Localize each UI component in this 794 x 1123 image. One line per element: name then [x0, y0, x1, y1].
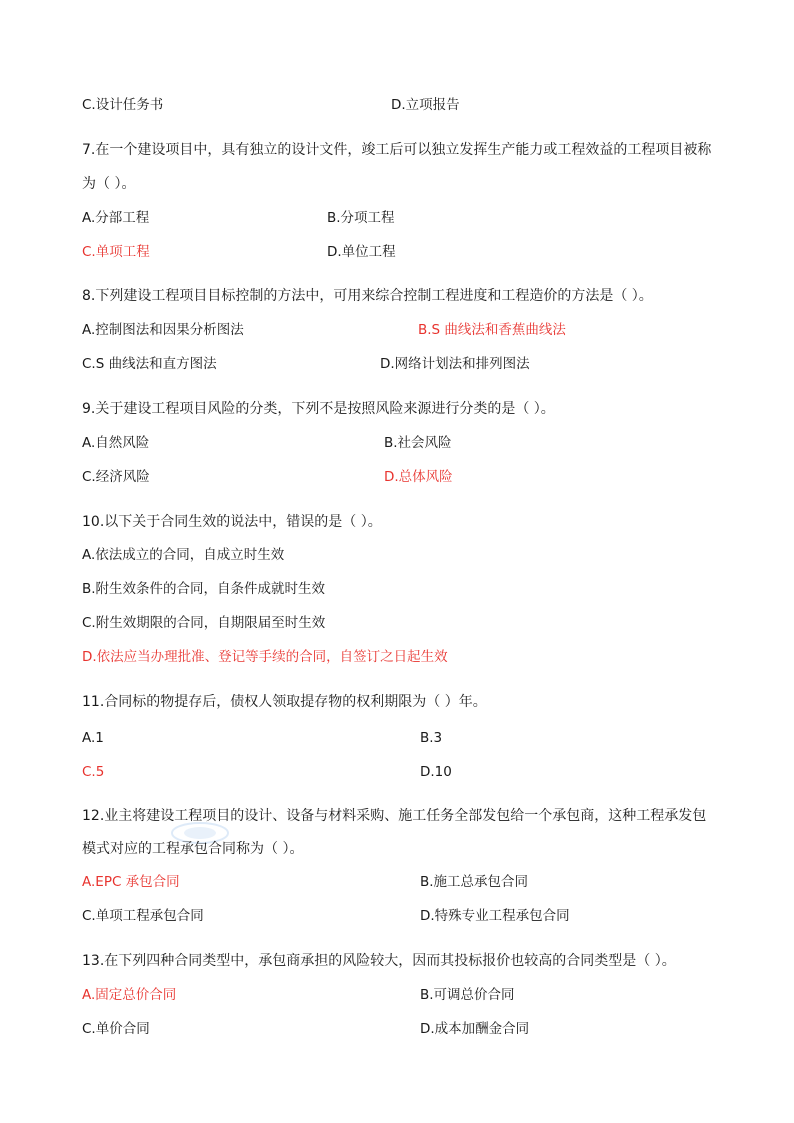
- option-c: C.单项工程承包合同: [82, 908, 204, 924]
- option-a: A.控制图法和因果分析图法: [82, 322, 244, 338]
- question-12-text: 12.业主将建设工程项目的设计、设备与材料采购、施工任务全部发包给一个承包商，这种工程承发包: [82, 808, 707, 824]
- option-a: A.1: [82, 730, 104, 746]
- question-11-text: 11.合同标的物提存后，债权人领取提存物的权利期限为（ ）年。: [82, 694, 487, 710]
- option-c: C.设计任务书: [82, 97, 164, 113]
- question-8-text: 8.下列建设工程项目目标控制的方法中，可用来综合控制工程进度和工程造价的方法是（ ）。: [82, 288, 653, 304]
- option-b-answer: B.S 曲线法和香蕉曲线法: [418, 322, 566, 338]
- option-b: B.3: [420, 730, 443, 746]
- option-d: D.立项报告: [391, 97, 460, 113]
- question-12-text-cont: 模式对应的工程承包合同称为（ ）。: [82, 841, 304, 857]
- question-13-text: 13.在下列四种合同类型中，承包商承担的风险较大，因而其投标报价也较高的合同类型是（ ）。: [82, 953, 676, 969]
- option-d: D.特殊专业工程承包合同: [420, 908, 570, 924]
- option-d: D.单位工程: [327, 244, 396, 260]
- option-b: B.社会风险: [384, 435, 452, 451]
- question-10-text: 10.以下关于合同生效的说法中，错误的是（ ）。: [82, 514, 382, 530]
- option-c: C.S 曲线法和直方图法: [82, 356, 217, 372]
- option-d: D.网络计划法和排列图法: [380, 356, 530, 372]
- option-a: A.自然风险: [82, 435, 150, 451]
- question-9-text: 9.关于建设工程项目风险的分类，下列不是按照风险来源进行分类的是（ ）。: [82, 401, 555, 417]
- option-b: B.分项工程: [327, 210, 395, 226]
- option-a: A.依法成立的合同，自成立时生效: [82, 547, 285, 563]
- option-a-answer: A.EPC 承包合同: [82, 874, 180, 890]
- option-c: C.单价合同: [82, 1021, 150, 1037]
- question-7-text-cont: 为（ ）。: [82, 176, 136, 192]
- option-d: D.成本加酬金合同: [420, 1021, 530, 1037]
- option-c: C.经济风险: [82, 469, 150, 485]
- option-b: B.附生效条件的合同，自条件成就时生效: [82, 581, 326, 597]
- option-c-answer: C.单项工程: [82, 244, 150, 260]
- option-c-answer: C.5: [82, 764, 105, 780]
- option-b: B.施工总承包合同: [420, 874, 529, 890]
- option-a: A.分部工程: [82, 210, 150, 226]
- question-7-text: 7.在一个建设项目中，具有独立的设计文件，竣工后可以独立发挥生产能力或工程效益的工程项目被称: [82, 142, 712, 158]
- option-d-answer: D.依法应当办理批准、登记等手续的合同，自签订之日起生效: [82, 649, 448, 665]
- option-b: B.可调总价合同: [420, 987, 515, 1003]
- option-d: D.10: [420, 764, 452, 780]
- option-d-answer: D.总体风险: [384, 469, 453, 485]
- option-a-answer: A.固定总价合同: [82, 987, 177, 1003]
- option-c: C.附生效期限的合同，自期限届至时生效: [82, 615, 326, 631]
